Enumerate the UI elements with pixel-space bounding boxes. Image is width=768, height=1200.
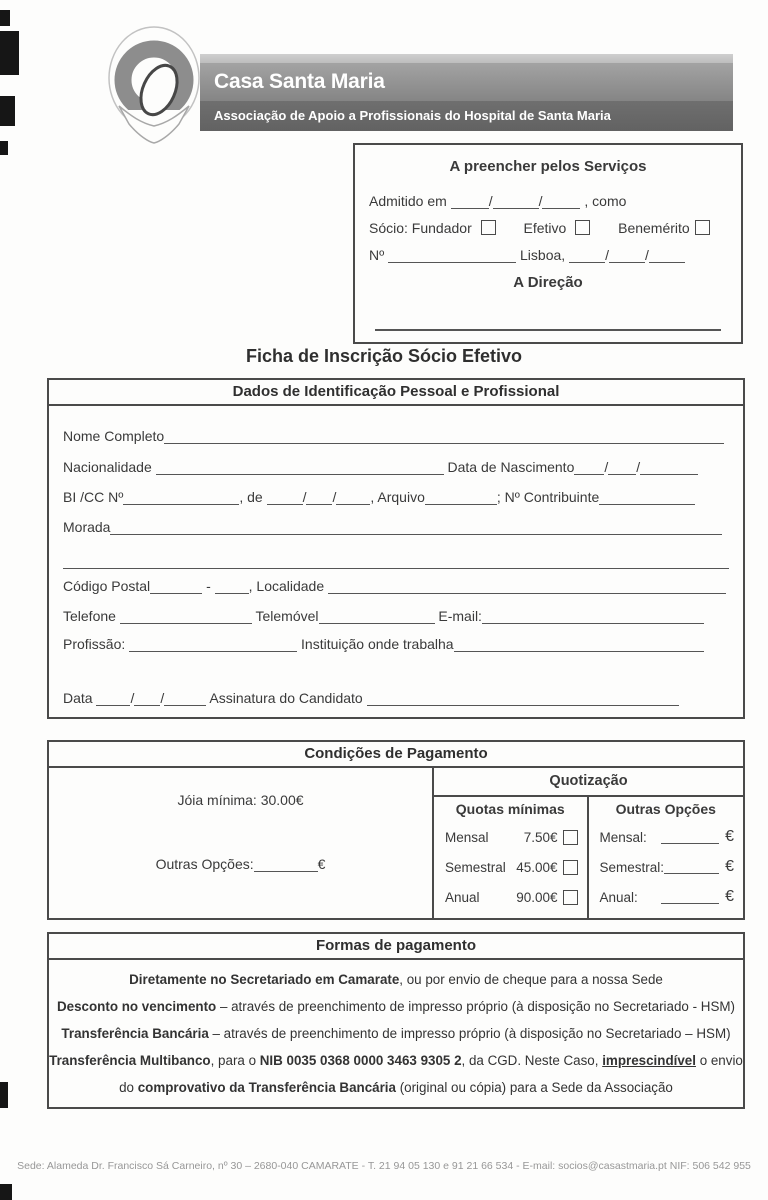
quota-value: 7.50€ — [523, 829, 558, 845]
form-row-address-2 — [63, 553, 729, 569]
method-text: (original ou cópia) para a Sede da Associação — [395, 1080, 673, 1095]
slash: / — [604, 459, 609, 475]
number-city-line — [369, 247, 741, 263]
quotization-cell — [432, 768, 743, 918]
scan-artifact — [0, 31, 19, 75]
blank-line — [569, 250, 605, 263]
quotization-title: Quotização — [434, 768, 743, 797]
method-text: , para o — [210, 1053, 260, 1068]
method-line-2 — [49, 999, 743, 1014]
form-row-full-name — [63, 428, 729, 444]
blank-line — [599, 492, 695, 505]
birth-date-label: Data de Nascimento — [447, 459, 575, 475]
slash: / — [332, 489, 337, 505]
number-label: Nº — [369, 247, 385, 263]
slash: / — [130, 690, 135, 706]
dash: - — [206, 578, 211, 594]
admitted-label: Admitido em — [369, 193, 447, 209]
blank-line — [254, 859, 318, 872]
blank-line — [156, 462, 444, 475]
quota-row-anual — [434, 882, 587, 912]
org-subtitle: Associação de Apoio a Profissionais do Hospital de Santa Maria — [200, 101, 733, 131]
slash: / — [538, 193, 543, 209]
quota-label: Mensal — [445, 829, 489, 845]
blank-line — [164, 431, 724, 444]
method-bold: Diretamente no Secretariado em Camarate — [129, 972, 400, 987]
method-text: – através de preenchimento de impresso próprio (à disposição no Secretariado - HSM) — [216, 999, 735, 1014]
blank-line — [150, 581, 202, 594]
method-text: do — [119, 1080, 138, 1095]
checkbox-icon — [481, 220, 496, 235]
method-text: , da CGD. Neste Caso, — [461, 1053, 603, 1068]
blank-line — [454, 639, 704, 652]
other-row-semestral — [589, 852, 744, 882]
payment-conditions-table — [49, 768, 743, 918]
blank-line — [96, 693, 130, 706]
blank-line — [640, 462, 698, 475]
org-name: Casa Santa Maria — [200, 63, 733, 101]
blank-line — [336, 492, 370, 505]
other-row-mensal — [589, 822, 744, 852]
taxpayer-label: ; Nº Contribuinte — [496, 489, 600, 505]
other-label: Mensal: — [599, 829, 647, 845]
joining-fee-label: Jóia mínima: 30.00€ — [177, 792, 304, 808]
form-row-id-document — [63, 489, 729, 505]
scan-artifact — [0, 1082, 8, 1108]
mobile-label: Telemóvel — [255, 608, 319, 624]
header-strip — [200, 54, 733, 63]
date-label: Data — [63, 690, 93, 706]
method-text: o envio — [695, 1053, 743, 1068]
footer-text: Sede: Alameda Dr. Francisco Sá Carneiro, nº 30 – 2680-040 CAMARATE - T. 21 94 05 130 e 91 21 66 534 - E-mail: socios@casastmaria.pt NIF: 506 542 955 — [17, 1160, 751, 1172]
blank-line — [319, 611, 435, 624]
blank-line — [129, 639, 297, 652]
blank-line — [110, 522, 722, 535]
quota-value: 45.00€ — [516, 859, 558, 875]
checkbox-icon — [695, 220, 710, 235]
nationality-label: Nacionalidade — [63, 459, 152, 475]
other-options-label: Outras Opções: — [155, 856, 254, 872]
full-name-label: Nome Completo — [63, 428, 165, 444]
method-text: – através de preenchimento de impresso próprio (à disposição no Secretariado – HSM) — [208, 1026, 731, 1041]
method-bold: comprovativo da Transferência Bancária — [137, 1080, 396, 1095]
checkbox-icon — [575, 220, 590, 235]
blank-line — [661, 891, 719, 904]
quota-label: Semestral — [445, 859, 506, 875]
identification-title: Dados de Identificação Pessoal e Profissional — [49, 380, 743, 406]
blank-line — [649, 250, 685, 263]
blank-line — [164, 693, 206, 706]
blank-line — [664, 861, 719, 874]
blank-line — [493, 196, 539, 209]
address-label: Morada — [63, 519, 111, 535]
blank-line — [267, 492, 303, 505]
form-row-postal-code — [63, 578, 729, 594]
payment-conditions-title: Condições de Pagamento — [49, 742, 743, 768]
blank-line — [388, 250, 516, 263]
min-quotas-column — [434, 797, 589, 918]
member-benemerito-label: Benemérito — [618, 220, 690, 236]
slash: / — [488, 193, 493, 209]
blank-line — [608, 462, 636, 475]
header-title-bar — [200, 54, 733, 131]
slash: / — [160, 690, 165, 706]
blank-line — [123, 492, 239, 505]
blank-line — [609, 250, 645, 263]
method-bold-underline: imprescindível — [602, 1053, 696, 1068]
nib-number: NIB 0035 0368 0000 3463 9305 2 — [259, 1053, 462, 1068]
locality-label: , Localidade — [248, 578, 325, 594]
other-row-anual — [589, 882, 744, 912]
blank-line — [63, 556, 729, 569]
joining-fee-cell — [49, 768, 432, 918]
form-row-nationality — [63, 459, 729, 475]
method-line-3 — [49, 1026, 743, 1041]
admitted-suffix: , como — [584, 193, 627, 209]
other-options-column — [589, 797, 744, 918]
min-quotas-title: Quotas mínimas — [455, 801, 565, 817]
euro-sign: € — [725, 828, 734, 845]
member-efetivo-label: Efetivo — [523, 220, 567, 236]
signature-label: Assinatura do Candidato — [209, 690, 363, 706]
form-row-address — [63, 519, 729, 535]
form-row-profession — [63, 636, 729, 652]
profession-label: Profissão: — [63, 636, 126, 652]
blank-line — [451, 196, 489, 209]
quota-label: Anual — [445, 889, 480, 905]
slash: / — [605, 247, 609, 263]
scan-artifact — [0, 96, 15, 126]
identification-fields — [49, 406, 743, 717]
member-type-line — [369, 220, 741, 236]
slash: / — [302, 489, 307, 505]
services-box — [353, 143, 743, 344]
blank-line — [134, 693, 160, 706]
blank-line — [482, 611, 704, 624]
id-of-label: , de — [239, 489, 263, 505]
admitted-line — [369, 193, 741, 209]
form-title: Ficha de Inscrição Sócio Efetivo — [245, 346, 523, 366]
checkbox-icon — [563, 860, 578, 875]
other-label: Anual: — [599, 889, 638, 905]
blank-line — [215, 581, 249, 594]
method-bold: Transferência Bancária — [61, 1026, 209, 1041]
method-bold: Desconto no vencimento — [56, 999, 217, 1014]
id-number-label: BI /CC Nº — [63, 489, 124, 505]
blank-line — [306, 492, 332, 505]
method-bold: Transferência Multibanco — [49, 1053, 211, 1068]
payment-methods-title: Formas de pagamento — [49, 934, 743, 960]
method-text: , ou por envio de cheque para a nossa Sede — [399, 972, 663, 987]
blank-line — [367, 693, 679, 706]
form-row-signature — [63, 690, 729, 706]
payment-conditions-section — [47, 740, 745, 920]
slash: / — [636, 459, 641, 475]
city-label: Lisboa, — [520, 247, 566, 263]
checkbox-icon — [563, 830, 578, 845]
form-row-contacts — [63, 608, 729, 624]
services-box-title: A preencher pelos Serviços — [449, 158, 647, 175]
method-line-4 — [49, 1053, 743, 1068]
identification-section — [47, 378, 745, 719]
archive-label: , Arquivo — [370, 489, 425, 505]
quota-value: 90.00€ — [516, 889, 558, 905]
other-options-line — [49, 856, 432, 872]
method-line-1 — [49, 972, 743, 987]
scan-artifact — [0, 10, 10, 26]
euro-sign: € — [725, 858, 734, 875]
blank-line — [542, 196, 580, 209]
euro-sign: € — [725, 888, 734, 905]
other-label: Semestral: — [599, 859, 665, 875]
phone-label: Telefone — [63, 608, 116, 624]
euro-sign: € — [317, 856, 326, 872]
other-options-title: Outras Opções — [615, 801, 716, 817]
blank-line — [425, 492, 497, 505]
quota-row-semestral — [434, 852, 587, 882]
blank-line — [574, 462, 604, 475]
payment-methods-section — [47, 932, 745, 1109]
blank-line — [120, 611, 252, 624]
checkbox-icon — [563, 890, 578, 905]
email-label: E-mail: — [438, 608, 482, 624]
quota-row-mensal — [434, 822, 587, 852]
member-fundador-label: Sócio: Fundador — [369, 220, 472, 236]
postal-code-label: Código Postal — [63, 578, 151, 594]
blank-line — [661, 831, 719, 844]
blank-line — [328, 581, 726, 594]
direction-signature-line — [375, 329, 721, 331]
slash: / — [644, 247, 649, 263]
direction-label: A Direção — [513, 274, 583, 291]
casa-santa-maria-logo-icon — [107, 24, 201, 146]
scan-artifact — [0, 141, 8, 155]
method-line-5 — [49, 1080, 743, 1095]
scan-artifact — [0, 1184, 12, 1200]
workplace-label: Instituição onde trabalha — [301, 636, 454, 652]
